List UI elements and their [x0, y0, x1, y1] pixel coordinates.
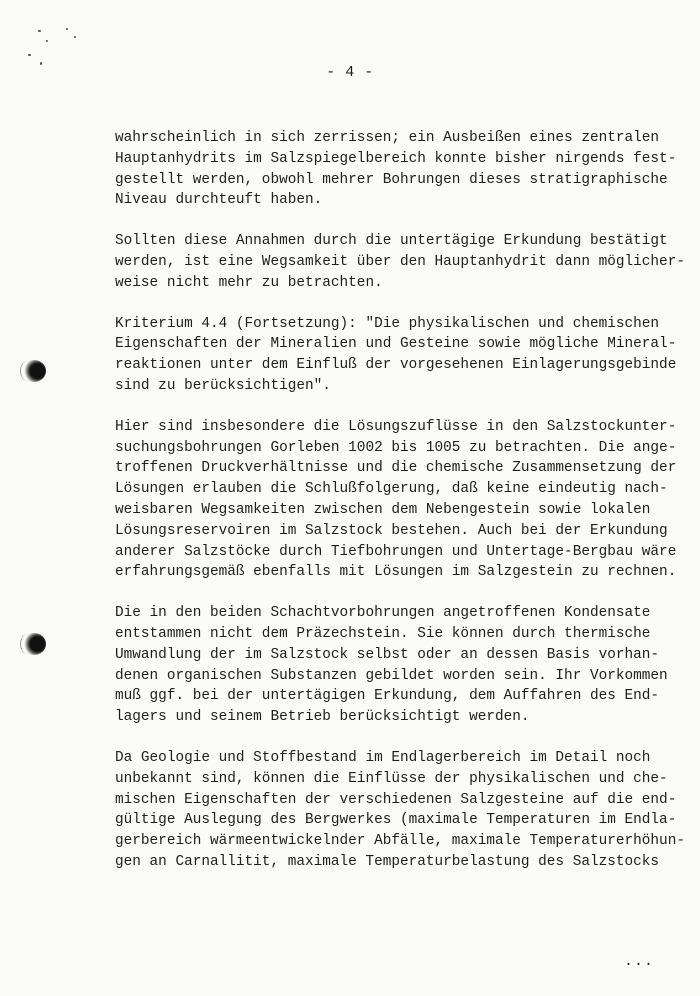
text-line: Hauptanhydrits im Salzspiegelbereich konnte bisher nirgends fest- — [115, 150, 677, 167]
scan-speck — [28, 54, 31, 56]
text-line: Hier sind insbesondere die Lösungszuflüsse in den Salzstockunter- — [115, 418, 677, 435]
text-line: Sollten diese Annahmen durch die untertägige Erkundung bestätigt — [115, 233, 668, 250]
paragraph — [115, 314, 675, 397]
text-line: Umwandlung der im Salzstock selbst oder an dessen Basis vorhan- — [115, 646, 660, 663]
text-line: weisbaren Wegsamkeiten zwischen dem Nebengestein sowie lokalen — [115, 501, 651, 518]
text-line: wahrscheinlich in sich zerrissen; ein Ausbeißen eines zentralen — [115, 130, 660, 146]
text-line: anderer Salzstöcke durch Tiefbohrungen und Untertage-Bergbau wäre — [115, 543, 677, 560]
text-line: Kriterium 4.4 (Fortsetzung): "Die physikalischen und chemischen — [115, 315, 660, 332]
text-line: gültige Auslegung des Bergwerkes (maximale Temperaturen im Endla- — [115, 812, 677, 829]
document-body — [115, 128, 685, 893]
text-line: Eigenschaften der Mineralien und Gesteine sowie mögliche Mineral- — [115, 336, 677, 353]
text-line: Die in den beiden Schachtvorbohrungen angetroffenen Kondensate — [115, 605, 651, 622]
text-line: sind zu berücksichtigen". — [115, 377, 331, 394]
paragraph — [115, 417, 675, 583]
scan-speck — [38, 30, 41, 32]
scan-speck — [46, 40, 48, 42]
paragraph — [115, 748, 685, 873]
text-line: troffenen Druckverhältnisse und die chemische Zusammensetzung der — [115, 460, 677, 477]
punch-hole-mark — [22, 360, 46, 382]
text-line: muß ggf. bei der untertägigen Erkundung, dem Auffahren des End- — [115, 688, 660, 705]
text-line: gerbereich wärmeentwickelnder Abfälle, maximale Temperaturerhöhun- — [115, 833, 685, 850]
scan-speck — [66, 28, 68, 30]
text-line: lagers und seinem Betrieb berücksichtigt werden. — [115, 709, 530, 726]
text-line: reaktionen unter dem Einfluß der vorgesehenen Einlagerungsgebinde — [115, 357, 677, 374]
text-line: suchungsbohrungen Gorleben 1002 bis 1005 zu betrachten. Die ange- — [115, 439, 677, 456]
paragraph — [115, 231, 685, 293]
text-line: werden, ist eine Wegsamkeit über den Hauptanhydrit dann möglicher- — [115, 253, 685, 270]
scan-speck — [74, 36, 76, 38]
text-line: denen organischen Substanzen gebildet worden sein. Ihr Vorkommen — [115, 667, 668, 684]
text-line: mischen Eigenschaften der verschiedenen Salzgesteine auf die end- — [115, 791, 677, 808]
punch-hole-mark — [22, 633, 46, 655]
text-line: Lösungen erlauben die Schlußfolgerung, daß keine eindeutig nach- — [115, 481, 668, 498]
text-line: unbekannt sind, können die Einflüsse der physikalischen und che- — [115, 770, 668, 787]
text-line: Da Geologie und Stoffbestand im Endlagerbereich im Detail noch — [115, 749, 651, 766]
text-line: Niveau durchteuft haben. — [115, 192, 323, 209]
text-line: gen an Carnallitit, maximale Temperaturbelastung des Salzstocks — [115, 853, 660, 870]
paragraph — [115, 128, 675, 211]
text-line: erfahrungsgemäß ebenfalls mit Lösungen im Salzgestein zu rechnen. — [115, 564, 677, 581]
text-line: Lösungsreservoiren im Salzstock bestehen. Auch bei der Erkundung — [115, 522, 668, 539]
text-line: weise nicht mehr zu betrachten. — [115, 274, 383, 291]
continuation-mark: ... — [624, 953, 655, 970]
text-line: entstammen nicht dem Präzechstein. Sie können durch thermische — [115, 625, 651, 642]
page-number: - 4 - — [326, 64, 374, 81]
paragraph — [115, 603, 675, 728]
text-line: gestellt werden, obwohl mehrer Bohrungen dieses stratigraphische — [115, 171, 668, 188]
